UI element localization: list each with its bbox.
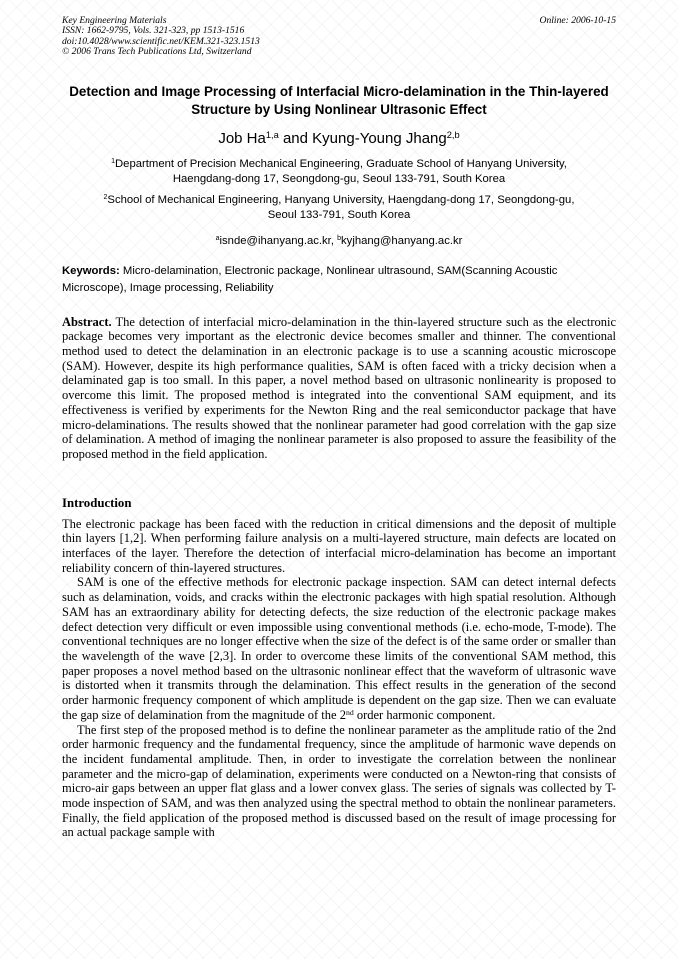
keywords-text: Micro-delamination, Electronic package, Nonlinear ultrasound, SAM(Scanning Acoustic Microscope), Image processing, Reliability [62,264,558,295]
doi-line: doi:10.4028/www.scientific.net/KEM.321-323.1513 [62,35,260,47]
affiliation-1-text: Department of Precision Mechanical Engineering, Graduate School of Hanyang University, Haengdang-dong 17, Seongdong-gu, Seoul 133-791, South Korea [115,157,567,185]
email-a-superscript: a [215,235,220,243]
affiliation-1 [91,157,587,187]
affiliation-2-superscript: 2 [103,194,108,202]
paper-title: Detection and Image Processing of Interfacial Micro-delamination in the Thin-layered Structure by Using Nonlinear Ultrasonic Effect [69,83,609,118]
author-2-superscript: 2,b [446,130,460,141]
copyright-line: © 2006 Trans Tech Publications Ltd, Switzerland [62,46,252,58]
author-1-superscript: 1,a [265,130,279,141]
journal-name: Key Engineering Materials [62,15,167,26]
abstract-paragraph [62,315,616,462]
affiliation-2 [91,193,587,223]
section-heading-introduction: Introduction [62,495,132,510]
intro-paragraph-2-text-b: order harmonic component. [353,707,496,722]
intro-paragraph-2-text-a: SAM is one of the effective methods for electronic package inspection. SAM can detect internal defects such as delamination, voids, and cracks within the electronic packages with high spatial resolution. Although SAM has an extraordinary ability for detecting defects, the size reduction of the electronic package makes defect detection very difficult or even impossible using conventional methods (i.e. echo-mode, T-mode). The conventional techniques are no longer effective when the size of the defect is of the same order or smaller than the wavelength of the wave [2,3]. In order to overcome these limits of the conventional SAM method, this paper proposes a novel method based on the ultrasonic nonlinear effect that the waveform of ultrasonic wave is distorted when it transmits through the delamination. This effect results in the generation of the second order harmonic frequency component of which amplitude is dependent on the gap size. Then we can evaluate the gap size of delamination from the magnitude of the 2 [62,575,616,722]
affiliation-2-text: School of Mechanical Engineering, Hanyang University, Haengdang-dong 17, Seongdong-gu, Seoul 133-791, South Korea [107,193,575,221]
affiliation-1-superscript: 1 [111,158,115,166]
intro-paragraph-2 [62,575,616,722]
intro-paragraph-1: The electronic package has been faced with the reduction in critical dimensions and the deposit of multiple thin layers [1,2]. When performing failure analysis on a multi-layered structure, main defects are located on interfaces of the layer. Therefore the detection of interfacial micro-delamination has become an important reliability concern of thin-layered structures. [62,516,616,575]
keywords-line [62,263,616,298]
abstract-text: The detection of interfacial micro-delamination in the thin-layered structure such as the electronic package becomes very important as the electronic device becomes smaller and thinner. The conventional method used to detect the delamination in an electronic package is to use a scanning acoustic microscope (SAM). However, despite its high performance qualities, SAM is often faced with a tricky decision when a delaminated gap is too small. In this paper, a novel method based on ultrasonic nonlinearity is proposed to overcome this limit. The proposed method is integrated into the conventional SAM equipment, and its effectiveness is verified by experiments for the Newton Ring and the real semiconductor package that have micro-delaminations. The results showed that the nonlinear parameter had good correlation with the gap size of delamination. A method of imaging the nonlinear parameter is also proposed to assure the feasibility of the proposed method in the field application. [62,314,616,461]
email-b: kyjhang@hanyang.ac.kr [341,234,463,247]
author-emails [62,234,616,249]
authors-line [62,129,616,148]
email-separator: , [330,234,338,247]
abstract-label: Abstract. [62,314,112,329]
journal-header-left [62,16,260,58]
email-b-superscript: b [337,235,342,243]
online-date: Online: 2006-10-15 [539,15,616,26]
authors-connector: and [278,129,313,147]
author-1-name: Job Ha [218,129,266,147]
email-a: isnde@ihanyang.ac.kr [219,234,331,247]
keywords-label: Keywords: [62,264,120,277]
author-2-name: Kyung-Young Jhang [312,129,447,147]
issn-line: ISSN: 1662-9795, Vols. 321-323, pp 1513-1516 [62,25,245,37]
journal-header [62,16,616,58]
ordinal-superscript: nd [345,708,354,718]
intro-paragraph-3: The first step of the proposed method is to define the nonlinear parameter as the amplitude ratio of the 2nd order harmonic frequency and the fundamental frequency, since the amplitude of harmonic wave depends on the incident fundamental amplitude. Then, in order to investigate the correlation between the nonlinear parameter and the micro-gap of delamination, experiments were conducted on a Newton-ring that consists of micro-air gaps between an upper flat glass and a lower convex glass. The series of signals was collected by T-mode inspection of SAM, and was then analyzed using the spectral method to obtain the nonlinear parameters. Finally, the field application of the proposed method is discussed based on the result of image processing for an actual package sample with [62,722,616,840]
